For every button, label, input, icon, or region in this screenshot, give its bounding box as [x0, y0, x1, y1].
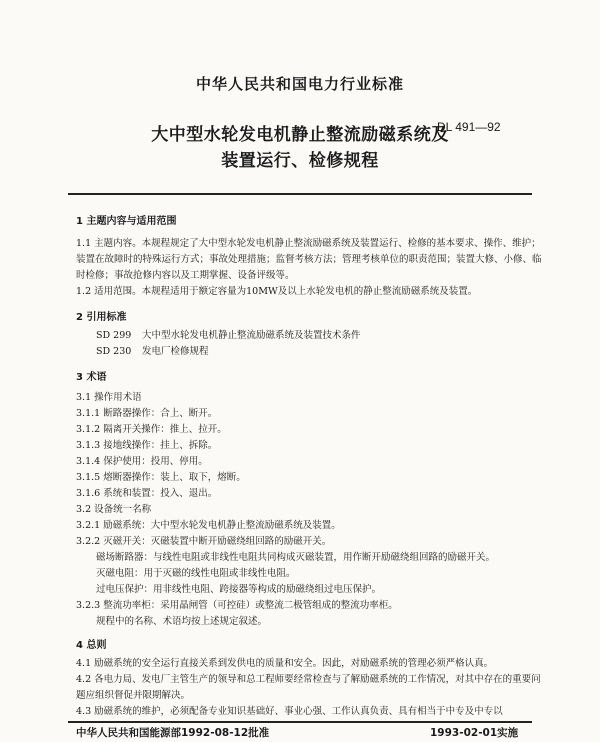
section-1-2-paragraph: 1.2 适用范围。本规程适用于额定容量为10MW及以上水轮发电机的静止整流励磁系统及装置。: [76, 286, 478, 297]
reference-row: [96, 328, 361, 344]
reference-title: 大中型水轮发电机静止整流励磁系统及装置技术条件: [142, 330, 361, 341]
section-1-heading: 1 主题内容与适用范围: [76, 216, 177, 227]
term-line: 3.1.3 接地线操作：挂上、拆除。: [76, 440, 218, 451]
term-line: 3.1.4 保护使用：投用、停用。: [76, 456, 208, 467]
term-line: 规程中的名称、术语均按上述规定叙述。: [96, 616, 268, 627]
section-2-heading: 2 引用标准: [76, 312, 127, 323]
term-line: 3.1.2 隔离开关操作：推上、拉开。: [76, 424, 227, 435]
term-line: 磁场断路器：与线性电阻或非线性电阻共同构成灭磁装置，用作断开励磁绕组回路的励磁开关。: [96, 552, 496, 563]
standard-category-title: 中华人民共和国电力行业标准: [195, 75, 404, 93]
document-title-line2: 装置运行、检修规程: [221, 151, 379, 171]
footer-divider: [68, 721, 532, 723]
reference-code: SD 230: [96, 346, 132, 357]
section-1-1-paragraph: 1.1 主题内容。本规程规定了大中型水轮发电机静止整流励磁系统及装置运行、检修的基本要求、操作、维护；装置在故障时的特殊运行方式；事故处理措施；监督考核方法；管理考核单位的职责范围；装置大修、小修、临时检修；事故抢修内容以及工期掌握、设备评级等。: [76, 238, 542, 281]
title-divider: [68, 193, 532, 195]
reference-row: [96, 344, 209, 360]
term-line: 3.2.3 整流功率柜：采用晶闸管（可控硅）或整流二极管组成的整流功率柜。: [76, 600, 398, 611]
standard-code: DL 491—92: [437, 120, 501, 134]
term-line: 3.1.5 熔断器操作：装上、取下，熔断。: [76, 472, 246, 483]
term-line: 过电压保护：用非线性电阻、跨接器等构成的励磁绕组过电压保护。: [96, 584, 382, 595]
section-3-heading: 3 术语: [76, 372, 107, 383]
approval-date: 中华人民共和国能源部1992-08-12批准: [76, 727, 270, 739]
section-4-2-paragraph: 4.2 各电力局、发电厂主管生产的领导和总工程师要经常检查与了解励磁系统的工作情况，对其中存在的重要问题应组织督促并限期解决。: [76, 674, 541, 701]
term-line: 3.1 操作用术语: [76, 392, 142, 403]
term-line: 3.2 设备统一名称: [76, 504, 152, 515]
effective-date: 1993-02-01实施: [430, 727, 519, 739]
reference-code: SD 299: [96, 330, 132, 341]
term-line: 3.1.6 系统和装置：投入、退出。: [76, 488, 218, 499]
section-4-heading: 4 总则: [76, 640, 107, 651]
section-4-3-paragraph: 4.3 励磁系统的维护，必须配备专业知识基础好、事业心强、工作认真负责、具有相当于中专及中专以: [76, 706, 503, 717]
section-4-1-paragraph: 4.1 励磁系统的安全运行直接关系到发供电的质量和安全。因此，对励磁系统的管理必须严格认真。: [76, 658, 494, 669]
term-line: 3.1.1 断路器操作：合上、断开。: [76, 408, 218, 419]
term-line: 3.2.2 灭磁开关：灭磁装置中断开励磁绕组回路的励磁开关。: [76, 536, 332, 547]
term-line: 3.2.1 励磁系统：大中型水轮发电机静止整流励磁系统及装置。: [76, 520, 341, 531]
term-line: 灭磁电阻：用于灭磁的线性电阻或非线性电阻。: [96, 568, 296, 579]
reference-title: 发电厂检修规程: [142, 346, 209, 357]
document-title-line1: 大中型水轮发电机静止整流励磁系统及: [151, 125, 449, 145]
